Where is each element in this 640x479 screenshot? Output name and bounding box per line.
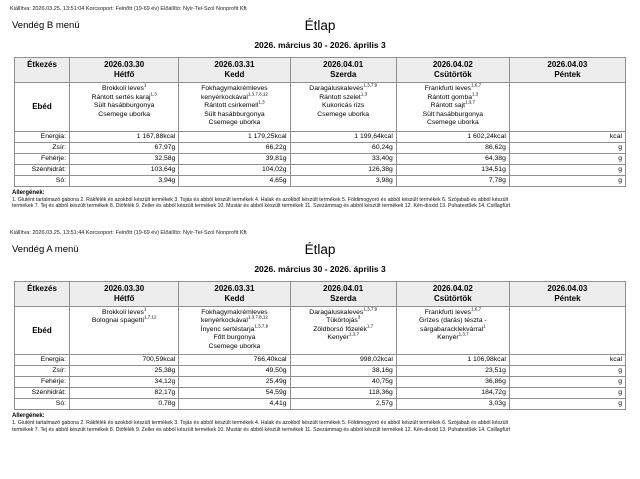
nutrient-row [15, 153, 626, 164]
meal-row [15, 306, 626, 355]
menu-items-cell [396, 83, 509, 132]
nutrient-value: 82,17g [69, 388, 178, 399]
meal-column-header: Étkezés [15, 281, 70, 306]
nutrient-label: Só: [15, 399, 70, 410]
nutrient-value: g [509, 175, 625, 186]
allergen-superscript: 1,3,7,9 [363, 82, 378, 88]
menu-name: Vendég A menü [12, 243, 79, 255]
menu-items-cell [179, 306, 290, 355]
day-name: Kedd [224, 293, 245, 303]
nutrient-value: 103,64g [69, 164, 178, 175]
nutrient-value: 34,12g [69, 377, 178, 388]
menu-item: Ínyenc sertéstarja$^{1,3,7,9}$ [200, 323, 269, 333]
nutrient-value: 36,86g [396, 377, 509, 388]
allergen-superscript: 1,3,7,9 [363, 306, 378, 312]
table-body [15, 306, 626, 410]
nutrient-value: 7,78g [396, 175, 509, 186]
menu-item: Fokhagymakrémleves kenyérkockával$^{1,3,7,8,12}$ [200, 85, 268, 101]
menu-table [14, 281, 626, 411]
day-column-header [396, 281, 509, 306]
nutrient-value: 1 167,88kcal [69, 131, 178, 142]
nutrient-value: 766,40kcal [179, 355, 290, 366]
nutrient-value: 60,24g [290, 142, 396, 153]
day-name: Szerda [330, 293, 357, 303]
day-name: Péntek [554, 70, 581, 79]
menu-items-cell [396, 306, 509, 355]
day-name: Péntek [554, 293, 581, 303]
table-header-row [15, 281, 626, 306]
menu-items-cell [509, 83, 625, 132]
nutrient-value: 25,49g [179, 377, 290, 388]
menu-item: Daragaluskaleves$^{1,3,7,9}$ [309, 306, 378, 316]
allergens-line: termékek 7. Tej és abból készült termékek 8. Diófélék 9. Zeller és abból készült termékek 10. Mustár és abból készült termékek 11. Szezámmag és abból készült termékek 12. Kén-dioxid 13. Puhatestűek 14. Csillagfürt [12, 426, 511, 433]
menu-item: Rántott gomba$^{1,3}$ [427, 91, 479, 101]
menu-items-cell [509, 306, 625, 355]
menu-item: Főtt burgonya [213, 334, 256, 341]
meal-row [15, 83, 626, 132]
menu-section [0, 0, 640, 210]
nutrient-label: Szénhidrát: [15, 388, 70, 399]
allergens-label: Allergének: [12, 413, 45, 419]
menu-table [14, 57, 626, 187]
nutrient-value: g [509, 399, 625, 410]
menu-item: Sült hasábburgonya [204, 110, 265, 118]
nutrient-value: 2,57g [290, 399, 396, 410]
menu-item: Csemege uborka [208, 342, 261, 350]
allergen-superscript: 1,6,7 [471, 82, 482, 88]
allergen-superscript: 1,3,7,9 [254, 323, 269, 329]
nutrient-value: 700,59kcal [69, 355, 178, 366]
meal-label: Ebéd [15, 306, 70, 355]
menu-item: Daragaluskaleves$^{1,3,7,9}$ [309, 82, 378, 92]
day-date: 2026.04.03 [547, 60, 588, 69]
day-column-header [509, 281, 625, 306]
allergens-line: termékek 7. Tej és abból készült termékek 8. Diófélék 9. Zeller és abból készült termékek 10. Mustár és abból készült termékek 11. Szezámmag és abból készült termékek 12. Kén-dioxid 13. Puhatestűek 14. Csillagfürt [12, 203, 511, 209]
meal-column-header: Étkezés [15, 58, 70, 83]
nutrient-value: g [509, 153, 625, 164]
menu-item: Fokhagymakrémleves kenyérkockával$^{1,3,7,8,12}$ [200, 308, 268, 324]
nutrient-value: g [509, 388, 625, 399]
day-column-header [396, 58, 509, 83]
allergens-block [12, 190, 632, 210]
day-name: Csütörtök [433, 293, 472, 303]
nutrient-value: 40,75g [290, 377, 396, 388]
allergen-superscript: 3 [357, 314, 361, 320]
menu-item: Rántott szelet$^{1,3}$ [319, 91, 368, 101]
nutrient-value: 49,50g [179, 366, 290, 377]
nutrient-value: 33,40g [290, 153, 396, 164]
allergens-label: Allergének: [12, 189, 45, 196]
nutrient-label: Só: [15, 175, 70, 186]
menu-name: Vendég B menü [12, 20, 80, 31]
nutrient-value: g [509, 377, 625, 388]
nutrient-row [15, 175, 626, 186]
nutrient-value: 66,22g [179, 142, 290, 153]
table-header-row [15, 58, 626, 83]
nutrient-row [15, 142, 626, 153]
page-title: Étlap [304, 241, 336, 257]
day-name: Hétfő [113, 70, 135, 79]
menu-item: Frankfurti leves$^{1,6,7}$ [424, 306, 482, 316]
nutrient-row [15, 131, 626, 142]
allergen-superscript: 1,3 [150, 91, 157, 97]
allergen-superscript: 1 [143, 82, 147, 88]
menu-item: Bolognai spagetti$^{1,7,12}$ [91, 314, 157, 324]
nutrient-label: Energia: [15, 355, 70, 366]
meal-label: Ebéd [15, 83, 70, 132]
issued-meta: Kiállítva: 2026.03.25. 13:51:44 Korcsoport: Felnőtt (19-69 év) Előállító: Nyír-Tel-Szol Nonprofit Kft [10, 229, 247, 236]
nutrient-value: 32,58g [69, 153, 178, 164]
nutrient-value: g [509, 366, 625, 377]
allergen-superscript: 1,3,7,8,12 [247, 91, 268, 97]
nutrient-row [15, 377, 626, 388]
allergens-line: 1. Glutént tartalmazó gabona 2. Rákfélék és azokból készült termékek 3. Tojás és abból készült termékek 4. Halak és azokból készült termékek 5. Földimogyoró és abból készült termékek 6. Szójabab és abból készült [12, 420, 509, 426]
allergen-superscript: 1,3 [360, 91, 368, 97]
day-column-header [179, 281, 290, 306]
nutrient-value: 64,38g [396, 153, 509, 164]
menu-item: Grízes (darás) tészta - sárgabaracklekvárral$^1$ [419, 317, 487, 333]
section-head [8, 18, 632, 36]
allergen-superscript: 1,6,7 [471, 306, 482, 312]
table-body [15, 83, 626, 187]
nutrient-label: Szénhidrát: [15, 164, 70, 175]
allergen-superscript: 1,3,7 [348, 331, 359, 337]
nutrient-value: kcal [509, 131, 625, 142]
menu-item: Csemege uborka [426, 119, 479, 126]
nutrient-row [15, 164, 626, 175]
menu-item: Frankfurti leves$^{1,6,7}$ [424, 82, 482, 92]
nutrient-value: 1 179,25kcal [179, 131, 290, 142]
nutrient-label: Zsír: [15, 142, 70, 153]
nutrient-row [15, 366, 626, 377]
page-title: Étlap [304, 18, 336, 33]
day-name: Szerda [330, 70, 357, 79]
nutrient-value: 104,02g [179, 164, 290, 175]
nutrient-value: 23,51g [396, 366, 509, 377]
menu-section [0, 224, 640, 434]
day-column-header [69, 58, 178, 83]
nutrient-value: 39,81g [179, 153, 290, 164]
menu-item: Zöldborsó főzelék$^{1,7}$ [313, 323, 374, 333]
nutrient-value: 38,16g [290, 366, 396, 377]
section-head [8, 242, 632, 260]
day-column-header [179, 58, 290, 83]
menu-item: Kenyér$^{1,3,7}$ [327, 331, 359, 341]
day-column-header [509, 58, 625, 83]
nutrient-value: 3,94g [69, 175, 178, 186]
menu-item: Rántott sajt$^{1,3,7}$ [430, 99, 476, 109]
day-column-header [290, 281, 396, 306]
menu-item: Sült hasábburgonya [422, 110, 484, 118]
day-date: 2026.04.02 [432, 60, 473, 69]
allergen-superscript: 1,3,7 [458, 331, 469, 337]
nutrient-label: Energia: [15, 131, 70, 142]
nutrient-value: 1 602,24kcal [396, 131, 509, 142]
day-name: Csütörtök [433, 70, 472, 79]
nutrient-value: 134,51g [396, 164, 509, 175]
day-date: 2026.04.02 [432, 283, 473, 293]
menu-item: Csemege uborka [208, 119, 261, 126]
nutrient-value: 4,41g [179, 399, 290, 410]
day-date: 2026.04.03 [547, 283, 588, 293]
nutrient-row [15, 399, 626, 410]
nutrient-value: 54,59g [179, 388, 290, 399]
allergens-line: 1. Glutént tartalmazó gabona 2. Rákfélék és azokból készült termékek 3. Tojás és abból készült termékek 4. Halak és azokból készült termékek 5. Földimogyoró és abból készült termékek 6. Szójabab és abból készült [12, 196, 509, 203]
nutrient-value: 67,97g [69, 142, 178, 153]
day-name: Kedd [224, 70, 245, 79]
day-name: Hétfő [113, 293, 135, 303]
menu-items-cell [69, 306, 178, 355]
allergen-superscript: 1,3,7,8,12 [247, 314, 268, 320]
menu-item: Csemege uborka [317, 110, 370, 118]
nutrient-label: Zsír: [15, 366, 70, 377]
menu-items-cell [179, 83, 290, 132]
nutrient-value: 184,72g [396, 388, 509, 399]
nutrient-value: 118,36g [290, 388, 396, 399]
date-range: 2026. március 30 - 2026. április 3 [254, 263, 386, 274]
nutrient-value: 998,02kcal [290, 355, 396, 366]
allergen-superscript: 1 [483, 323, 486, 329]
menu-items-cell [290, 306, 396, 355]
nutrient-value: 1 106,98kcal [396, 355, 509, 366]
nutrient-value: 1 199,64kcal [290, 131, 396, 142]
nutrient-value: 0,78g [69, 399, 178, 410]
menu-item: Kenyér$^{1,3,7}$ [437, 331, 469, 341]
nutrient-value: 86,62g [396, 142, 509, 153]
menu-item: Brokkoli leves$^1$ [101, 306, 147, 316]
allergen-superscript: 1,3 [472, 91, 479, 97]
nutrient-value: g [509, 164, 625, 175]
menu-items-cell [290, 83, 396, 132]
day-column-header [69, 281, 178, 306]
nutrient-row [15, 355, 626, 366]
menu-item: Kukoricás rizs [322, 102, 365, 109]
menu-item: Sült hasábburgonya [93, 102, 155, 109]
nutrient-value: kcal [509, 355, 625, 366]
day-column-header [290, 58, 396, 83]
day-date: 2026.04.01 [323, 60, 364, 69]
nutrient-value: 25,38g [69, 366, 178, 377]
day-date: 2026.03.30 [104, 60, 145, 69]
nutrient-label: Fehérje: [15, 153, 70, 164]
menu-item: Rántott csirkemell$^{1,3}$ [204, 99, 265, 109]
allergen-superscript: 1,7,12 [143, 314, 157, 320]
menu-item: Tükörtojás$^3$ [326, 314, 361, 324]
allergens-block [12, 413, 632, 433]
nutrient-value: 3,03g [396, 399, 509, 410]
menu-item: Rántott sertés karaj$^{1,3}$ [91, 91, 157, 101]
day-date: 2026.03.30 [104, 283, 145, 293]
menu-item: Brokkoli leves$^1$ [101, 82, 147, 92]
date-range: 2026. március 30 - 2026. április 3 [254, 40, 386, 50]
nutrient-value: g [509, 142, 625, 153]
issued-meta: Kiállítva: 2026.03.25. 13:51:04 Korcsoport: Felnőtt (19-69 év) Előállító: Nyír-Tel-Szol Nonprofit Kft [10, 6, 247, 12]
allergen-superscript: 1,3,7 [465, 99, 476, 105]
day-date: 2026.04.01 [323, 283, 364, 293]
nutrient-label: Fehérje: [15, 377, 70, 388]
allergen-superscript: 1,3 [258, 99, 265, 105]
day-date: 2026.03.31 [214, 60, 255, 69]
nutrient-value: 126,38g [290, 164, 396, 175]
nutrient-row [15, 388, 626, 399]
menu-item: Csemege uborka [98, 110, 151, 118]
nutrient-value: 3,98g [290, 175, 396, 186]
allergen-superscript: 1 [143, 306, 147, 312]
day-date: 2026.03.31 [214, 283, 255, 293]
menu-items-cell [69, 83, 178, 132]
allergen-superscript: 1,7 [366, 323, 374, 329]
nutrient-value: 4,65g [179, 175, 290, 186]
